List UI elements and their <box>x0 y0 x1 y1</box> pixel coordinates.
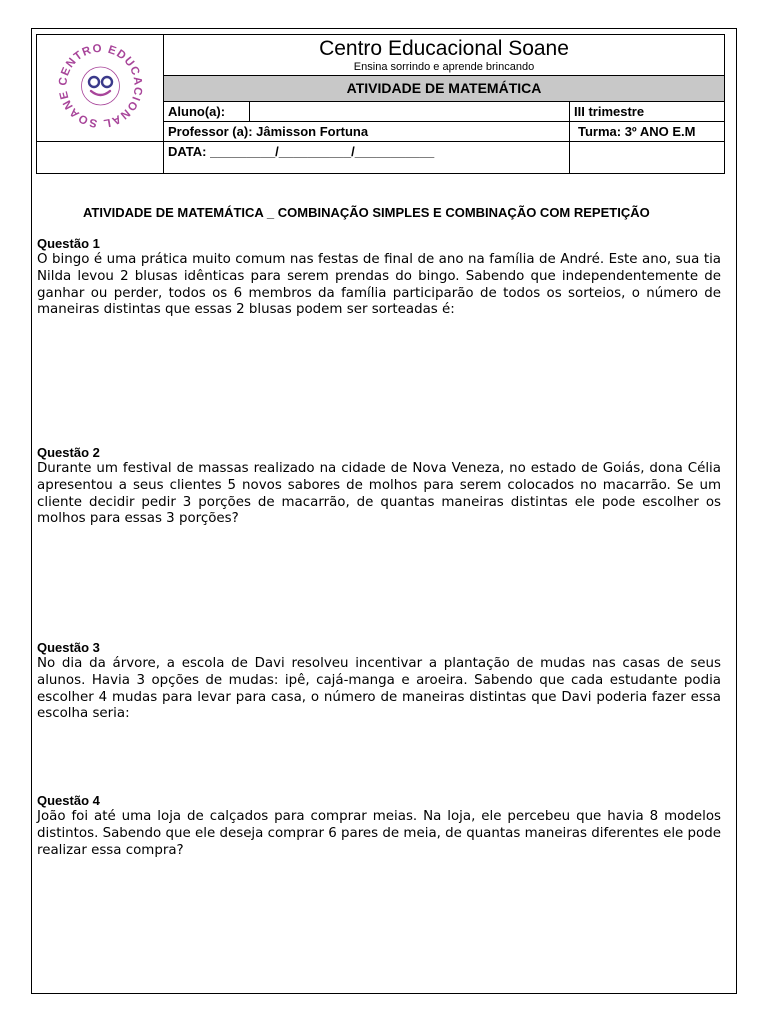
question-label: Questão 3 <box>37 640 100 655</box>
teacher-label: Professor (a): Jâmisson Fortuna <box>164 122 570 142</box>
question-2 <box>37 445 721 528</box>
school-logo <box>37 44 164 128</box>
student-label: Aluno(a): <box>164 102 250 122</box>
logo-cell <box>37 35 164 142</box>
question-label: Questão 1 <box>37 236 100 251</box>
term-label: III trimestre <box>570 102 725 122</box>
school-tagline: Ensina sorrindo e aprende brincando <box>353 61 535 73</box>
question-label: Questão 2 <box>37 445 100 460</box>
class-label: Turma: 3º ANO E.M <box>570 122 725 142</box>
date-label: DATA: _________/__________/___________ <box>164 142 570 174</box>
question-text: No dia da árvore, a escola de Davi resolveu incentivar a plantação de mudas nas casas de seus alunos. Havia 3 opções de mudas: ipê, cajá-manga e aroeira. Sabendo que cada estudante podia escolher 4 mudas para levar para casa, o número de maneiras distintas que Davi poderia fazer essa escolha seria: <box>37 656 721 722</box>
question-3 <box>37 640 721 723</box>
svg-text:CENTRO EDUCACIONAL SOANE <box>57 44 144 128</box>
question-label: Questão 4 <box>37 793 100 808</box>
title-cell <box>164 35 725 102</box>
school-name: Centro Educacional Soane <box>319 37 569 60</box>
activity-title: ATIVIDADE DE MATEMÁTICA _ COMBINAÇÃO SIMPLES E COMBINAÇÃO COM REPETIÇÃO <box>83 205 650 220</box>
logo-ring-text: CENTRO EDUCACIONAL SOANE <box>57 43 144 128</box>
question-text: João foi até uma loja de calçados para comprar meias. Na loja, ele percebeu que havia 8 modelos distintos. Sabendo que ele deseja comprar 6 pares de meia, de quantas maneiras diferentes ele pode realizar essa compra? <box>37 809 721 858</box>
student-field[interactable] <box>250 102 570 122</box>
question-1 <box>37 236 721 319</box>
question-text: Durante um festival de massas realizado na cidade de Nova Veneza, no estado de Goiás, dona Célia apresentou a seus clientes 5 novos sabores de molhos para serem colocados no macarrão. Se um cliente decidir pedir 3 porções de macarrão, de quantas maneiras distintas ele pode escolher os molhos para essas 3 porções? <box>37 461 721 527</box>
activity-bar: ATIVIDADE DE MATEMÁTICA <box>164 75 724 101</box>
question-4 <box>37 793 721 859</box>
empty-cell-right <box>570 142 725 174</box>
question-text: O bingo é uma prática muito comum nas festas de final de ano na família de André. Este ano, sua tia Nilda levou 2 blusas idênticas para serem prendas do bingo. Sabendo que independentemente de ganhar ou perder, todos os 6 membros da família participarão de todos os sorteios, o número de maneiras distintas que essas 2 blusas podem ser sorteadas é: <box>37 252 721 318</box>
header-table <box>36 34 725 174</box>
empty-cell <box>37 142 164 174</box>
